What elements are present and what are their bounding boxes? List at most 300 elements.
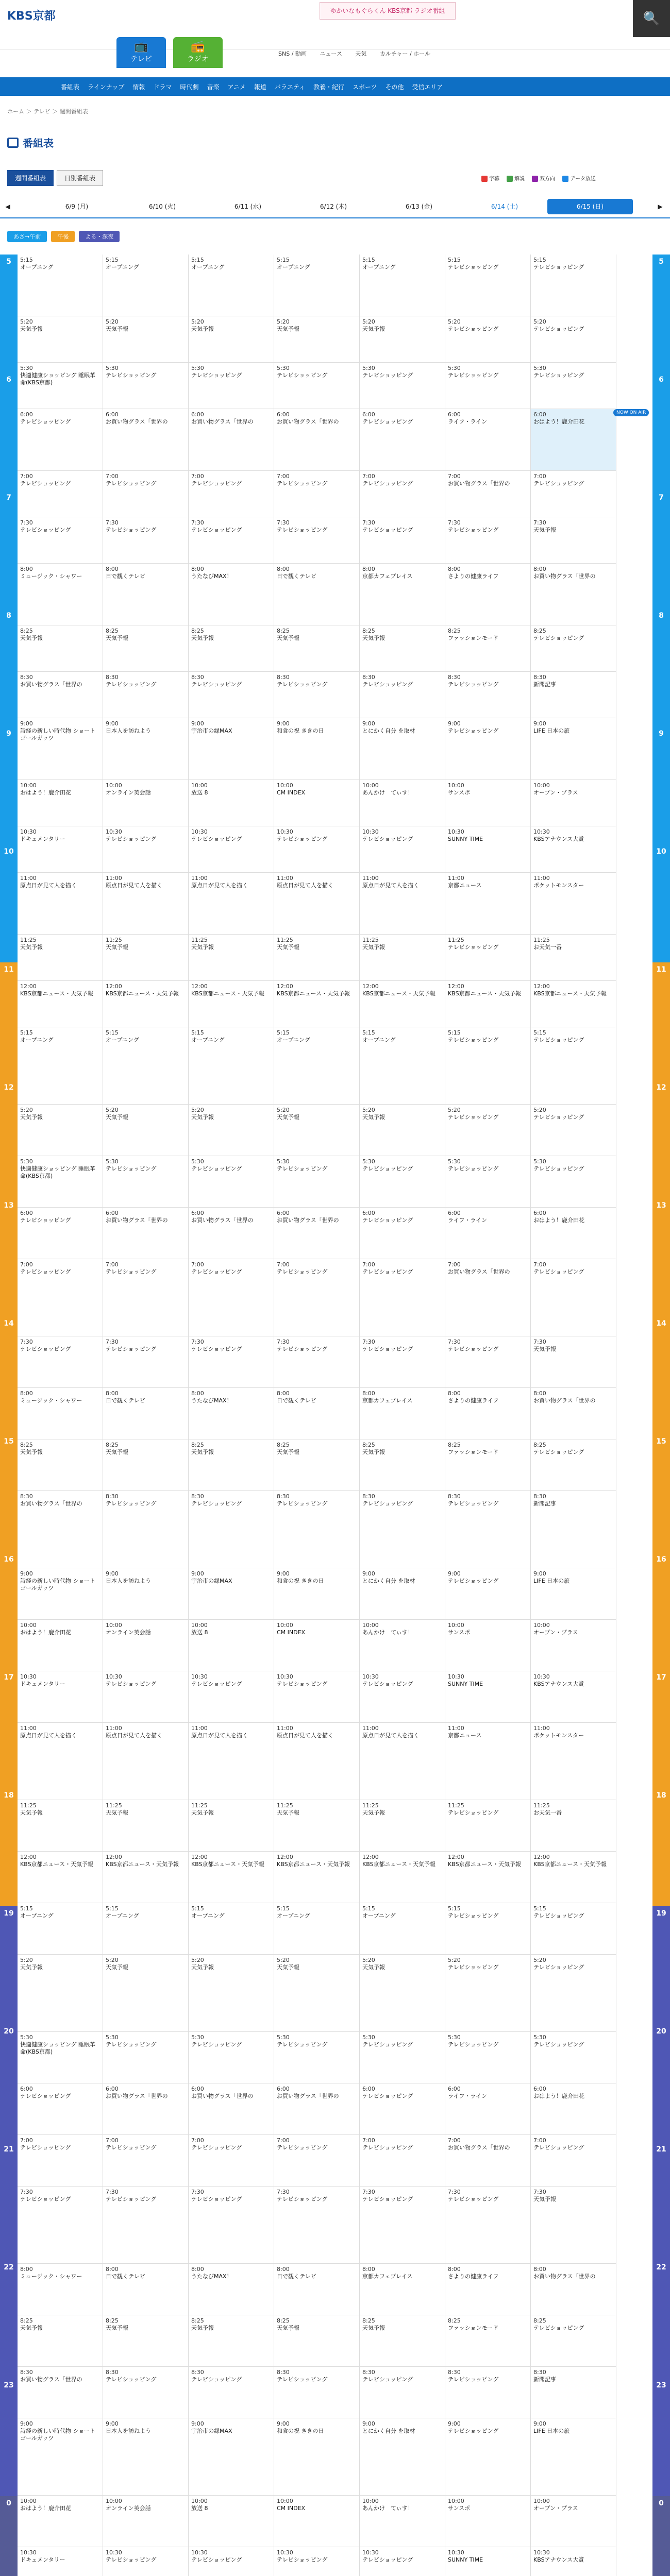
program-cell[interactable] — [445, 1208, 531, 1259]
program-cell[interactable] — [189, 2135, 274, 2187]
program-cell[interactable] — [18, 1723, 103, 1800]
program-cell[interactable] — [531, 1027, 616, 1105]
date-tab-selected[interactable]: 6/15 (日) — [547, 199, 633, 214]
program-cell[interactable] — [360, 1259, 445, 1336]
program-cell[interactable] — [360, 316, 445, 363]
program-cell[interactable] — [531, 1800, 616, 1852]
nav-item[interactable]: その他 — [385, 83, 404, 91]
program-cell[interactable] — [18, 2367, 103, 2418]
program-cell[interactable] — [18, 873, 103, 935]
program-cell[interactable] — [189, 2547, 274, 2576]
program-cell[interactable] — [360, 826, 445, 873]
program-cell[interactable] — [445, 2367, 531, 2418]
program-cell[interactable] — [189, 2315, 274, 2367]
program-cell[interactable] — [103, 2264, 189, 2315]
program-cell[interactable] — [189, 1620, 274, 1671]
program-cell[interactable] — [274, 2367, 360, 2418]
program-cell[interactable] — [103, 625, 189, 672]
program-cell[interactable] — [531, 780, 616, 826]
program-cell[interactable] — [531, 1955, 616, 2032]
program-cell[interactable] — [360, 1903, 445, 1955]
program-cell[interactable] — [531, 2547, 616, 2576]
program-cell[interactable] — [103, 1208, 189, 1259]
program-cell[interactable] — [360, 1156, 445, 1208]
program-cell[interactable] — [18, 363, 103, 409]
program-cell[interactable] — [274, 409, 360, 471]
program-cell[interactable] — [189, 873, 274, 935]
program-cell[interactable] — [189, 672, 274, 718]
link-weather[interactable]: 天気 — [355, 50, 367, 57]
program-cell[interactable] — [189, 1388, 274, 1439]
nav-item[interactable]: 受信エリア — [412, 83, 443, 91]
program-cell[interactable] — [445, 2315, 531, 2367]
program-cell[interactable] — [189, 1105, 274, 1156]
program-cell[interactable] — [360, 1027, 445, 1105]
program-cell[interactable] — [274, 2135, 360, 2187]
program-cell[interactable] — [274, 1671, 360, 1723]
program-cell[interactable] — [103, 2315, 189, 2367]
program-cell[interactable] — [103, 517, 189, 564]
program-cell[interactable] — [18, 409, 103, 471]
program-cell[interactable] — [274, 1723, 360, 1800]
program-cell[interactable] — [360, 2367, 445, 2418]
promo-banner[interactable]: ゆかいなもぐらくん KBS京都 ラジオ番組 — [320, 2, 456, 20]
program-cell[interactable] — [274, 363, 360, 409]
program-cell[interactable] — [531, 935, 616, 981]
program-cell[interactable] — [445, 935, 531, 981]
program-cell[interactable] — [445, 2135, 531, 2187]
program-cell[interactable] — [360, 1439, 445, 1491]
program-cell[interactable] — [274, 625, 360, 672]
tab-radio[interactable]: 📻 ラジオ — [173, 37, 223, 68]
program-cell[interactable] — [360, 873, 445, 935]
program-cell[interactable] — [531, 2367, 616, 2418]
program-cell[interactable] — [531, 564, 616, 625]
tab-weekly[interactable]: 週間番組表 — [7, 170, 54, 186]
program-cell[interactable] — [18, 1336, 103, 1388]
program-cell[interactable] — [360, 409, 445, 471]
program-cell[interactable] — [445, 1671, 531, 1723]
program-cell[interactable] — [18, 471, 103, 517]
link-sns[interactable]: SNS / 動画 — [278, 50, 307, 57]
program-cell[interactable] — [274, 1852, 360, 1903]
program-cell[interactable] — [189, 1491, 274, 1568]
program-cell[interactable] — [189, 1259, 274, 1336]
program-cell[interactable] — [445, 2547, 531, 2576]
date-tab[interactable]: 6/12 (木) — [320, 203, 347, 210]
program-cell[interactable] — [103, 2418, 189, 2496]
program-cell[interactable] — [18, 316, 103, 363]
program-cell[interactable] — [445, 2496, 531, 2547]
prev-week-button[interactable]: ◀ — [5, 203, 10, 210]
program-cell[interactable] — [103, 2083, 189, 2135]
program-cell[interactable] — [360, 1105, 445, 1156]
program-cell[interactable] — [103, 718, 189, 780]
program-cell[interactable] — [189, 1568, 274, 1620]
program-cell[interactable] — [445, 2418, 531, 2496]
program-cell[interactable] — [18, 935, 103, 981]
program-cell[interactable] — [445, 718, 531, 780]
program-cell[interactable] — [103, 1105, 189, 1156]
program-cell[interactable] — [18, 1620, 103, 1671]
program-cell[interactable] — [274, 1620, 360, 1671]
program-cell[interactable] — [189, 935, 274, 981]
program-cell[interactable] — [18, 981, 103, 1027]
program-cell[interactable] — [189, 1156, 274, 1208]
program-cell[interactable] — [18, 517, 103, 564]
program-cell[interactable] — [189, 1903, 274, 1955]
program-cell[interactable] — [445, 1903, 531, 1955]
program-cell[interactable] — [18, 2547, 103, 2576]
program-cell[interactable] — [189, 2083, 274, 2135]
program-cell[interactable] — [360, 2187, 445, 2264]
program-cell[interactable] — [531, 1852, 616, 1903]
program-cell[interactable] — [531, 1491, 616, 1568]
program-cell[interactable] — [18, 780, 103, 826]
program-cell[interactable] — [531, 1568, 616, 1620]
program-cell[interactable] — [445, 1852, 531, 1903]
program-cell[interactable] — [531, 1723, 616, 1800]
program-cell[interactable] — [360, 625, 445, 672]
program-cell[interactable] — [18, 1439, 103, 1491]
program-cell[interactable] — [103, 1156, 189, 1208]
program-cell[interactable] — [103, 2547, 189, 2576]
program-cell[interactable] — [274, 826, 360, 873]
program-cell[interactable] — [360, 2264, 445, 2315]
program-cell[interactable] — [360, 718, 445, 780]
program-cell[interactable] — [360, 1568, 445, 1620]
date-tab[interactable]: 6/13 (金) — [405, 203, 433, 210]
program-cell[interactable] — [18, 2418, 103, 2496]
program-cell[interactable] — [531, 1105, 616, 1156]
program-cell[interactable] — [445, 2083, 531, 2135]
program-cell[interactable] — [274, 1388, 360, 1439]
breadcrumb[interactable]: ホーム ＞ テレビ ＞ 週間番組表 — [7, 108, 88, 115]
search-icon[interactable]: 🔍 — [633, 0, 670, 37]
program-cell[interactable] — [103, 2496, 189, 2547]
program-cell[interactable] — [274, 1955, 360, 2032]
program-cell[interactable] — [445, 409, 531, 471]
program-cell[interactable] — [274, 517, 360, 564]
program-cell[interactable] — [103, 564, 189, 625]
program-cell[interactable] — [189, 255, 274, 316]
program-cell[interactable] — [18, 1105, 103, 1156]
program-cell[interactable] — [445, 1105, 531, 1156]
program-cell[interactable] — [189, 471, 274, 517]
program-cell[interactable] — [360, 471, 445, 517]
program-cell[interactable] — [18, 2187, 103, 2264]
program-cell[interactable] — [18, 1156, 103, 1208]
program-cell[interactable] — [531, 1439, 616, 1491]
program-cell[interactable] — [274, 1439, 360, 1491]
program-cell[interactable] — [531, 826, 616, 873]
program-cell[interactable] — [103, 1955, 189, 2032]
program-cell[interactable] — [189, 2496, 274, 2547]
program-cell[interactable] — [531, 1620, 616, 1671]
program-cell[interactable] — [103, 316, 189, 363]
program-cell[interactable] — [274, 873, 360, 935]
program-cell[interactable] — [445, 672, 531, 718]
program-cell[interactable] — [445, 1156, 531, 1208]
program-cell[interactable] — [531, 255, 616, 316]
program-cell[interactable] — [274, 2496, 360, 2547]
program-cell[interactable] — [18, 1491, 103, 1568]
tab-daily[interactable]: 日別番組表 — [57, 170, 103, 186]
program-cell[interactable] — [531, 2264, 616, 2315]
program-cell[interactable] — [360, 363, 445, 409]
program-cell[interactable] — [103, 1723, 189, 1800]
kbs-logo[interactable]: KBS京都 — [7, 10, 56, 23]
program-cell[interactable] — [445, 2032, 531, 2083]
date-tab[interactable]: 6/11 (水) — [234, 203, 262, 210]
program-cell[interactable] — [189, 316, 274, 363]
program-cell[interactable] — [531, 2135, 616, 2187]
program-cell[interactable] — [445, 1491, 531, 1568]
program-cell[interactable] — [18, 2315, 103, 2367]
program-cell[interactable] — [18, 672, 103, 718]
program-cell[interactable] — [531, 517, 616, 564]
program-cell[interactable] — [103, 1491, 189, 1568]
program-cell[interactable] — [189, 517, 274, 564]
program-cell[interactable] — [274, 1156, 360, 1208]
program-cell[interactable] — [274, 2032, 360, 2083]
program-cell[interactable] — [189, 1800, 274, 1852]
jump-afternoon-button[interactable]: 午後 — [51, 231, 75, 242]
program-cell[interactable] — [360, 2135, 445, 2187]
program-cell[interactable] — [274, 1259, 360, 1336]
nav-item[interactable]: 時代劇 — [180, 83, 199, 91]
program-cell[interactable] — [189, 1723, 274, 1800]
program-cell[interactable] — [531, 1903, 616, 1955]
program-cell[interactable] — [360, 1208, 445, 1259]
nav-item[interactable]: バラエティ — [274, 83, 305, 91]
program-cell[interactable] — [531, 1259, 616, 1336]
program-cell[interactable] — [531, 409, 616, 471]
program-cell[interactable] — [445, 625, 531, 672]
program-cell[interactable] — [445, 1259, 531, 1336]
program-cell[interactable] — [531, 1388, 616, 1439]
program-cell[interactable] — [189, 625, 274, 672]
program-cell[interactable] — [360, 1723, 445, 1800]
program-cell[interactable] — [189, 1336, 274, 1388]
program-cell[interactable] — [531, 625, 616, 672]
program-cell[interactable] — [274, 718, 360, 780]
program-cell[interactable] — [18, 255, 103, 316]
program-cell[interactable] — [445, 780, 531, 826]
program-cell[interactable] — [445, 2264, 531, 2315]
program-cell[interactable] — [360, 1852, 445, 1903]
program-cell[interactable] — [531, 1336, 616, 1388]
link-news[interactable]: ニュース — [320, 50, 342, 57]
program-cell[interactable] — [103, 409, 189, 471]
nav-item[interactable]: 情報 — [132, 83, 145, 91]
program-cell[interactable] — [445, 1800, 531, 1852]
nav-item[interactable]: ドラマ — [153, 83, 172, 91]
program-cell[interactable] — [189, 2032, 274, 2083]
program-cell[interactable] — [18, 1259, 103, 1336]
program-cell[interactable] — [18, 2083, 103, 2135]
program-cell[interactable] — [531, 2418, 616, 2496]
program-cell[interactable] — [360, 1955, 445, 2032]
program-cell[interactable] — [189, 1208, 274, 1259]
program-cell[interactable] — [103, 981, 189, 1027]
program-cell[interactable] — [189, 2187, 274, 2264]
program-cell[interactable] — [531, 2032, 616, 2083]
program-cell[interactable] — [531, 672, 616, 718]
program-cell[interactable] — [103, 826, 189, 873]
program-cell[interactable] — [360, 1491, 445, 1568]
program-cell[interactable] — [189, 1027, 274, 1105]
program-cell[interactable] — [274, 255, 360, 316]
program-cell[interactable] — [360, 935, 445, 981]
program-cell[interactable] — [274, 1105, 360, 1156]
date-tab[interactable]: 6/9 (月) — [65, 203, 89, 210]
program-cell[interactable] — [445, 1439, 531, 1491]
program-cell[interactable] — [18, 826, 103, 873]
program-cell[interactable] — [189, 2418, 274, 2496]
program-cell[interactable] — [18, 1800, 103, 1852]
program-cell[interactable] — [103, 1388, 189, 1439]
program-cell[interactable] — [531, 1671, 616, 1723]
program-cell[interactable] — [18, 718, 103, 780]
date-tab[interactable]: 6/10 (火) — [148, 203, 176, 210]
program-cell[interactable] — [103, 1439, 189, 1491]
program-cell[interactable] — [103, 255, 189, 316]
program-cell[interactable] — [274, 1208, 360, 1259]
program-cell[interactable] — [445, 363, 531, 409]
program-cell[interactable] — [445, 2187, 531, 2264]
program-cell[interactable] — [189, 1671, 274, 1723]
program-cell[interactable] — [189, 409, 274, 471]
program-cell[interactable] — [189, 981, 274, 1027]
program-cell[interactable] — [360, 1336, 445, 1388]
program-cell[interactable] — [189, 564, 274, 625]
program-cell[interactable] — [103, 1852, 189, 1903]
program-cell[interactable] — [18, 1852, 103, 1903]
program-cell[interactable] — [189, 363, 274, 409]
program-cell[interactable] — [360, 1388, 445, 1439]
program-cell[interactable] — [360, 255, 445, 316]
program-cell[interactable] — [445, 471, 531, 517]
program-cell[interactable] — [445, 564, 531, 625]
nav-item[interactable]: 教養・紀行 — [313, 83, 344, 91]
program-cell[interactable] — [103, 2187, 189, 2264]
program-cell[interactable] — [189, 2367, 274, 2418]
program-cell[interactable] — [274, 1903, 360, 1955]
date-tab[interactable]: 6/14 (土) — [491, 203, 518, 210]
program-cell[interactable] — [360, 564, 445, 625]
program-cell[interactable] — [18, 2135, 103, 2187]
program-cell[interactable] — [274, 2264, 360, 2315]
tab-tv[interactable]: 📺 テレビ — [116, 37, 166, 68]
jump-morning-button[interactable]: あさ→午前 — [7, 231, 47, 242]
program-cell[interactable] — [18, 2032, 103, 2083]
program-cell[interactable] — [274, 981, 360, 1027]
program-cell[interactable] — [189, 826, 274, 873]
program-cell[interactable] — [103, 1620, 189, 1671]
program-cell[interactable] — [445, 255, 531, 316]
program-cell[interactable] — [445, 1723, 531, 1800]
program-cell[interactable] — [18, 625, 103, 672]
program-cell[interactable] — [445, 517, 531, 564]
program-cell[interactable] — [18, 1568, 103, 1620]
program-cell[interactable] — [103, 471, 189, 517]
program-cell[interactable] — [103, 1568, 189, 1620]
next-week-button[interactable]: ▶ — [658, 203, 663, 210]
program-cell[interactable] — [189, 2264, 274, 2315]
program-cell[interactable] — [360, 2547, 445, 2576]
program-cell[interactable] — [531, 2083, 616, 2135]
program-cell[interactable] — [18, 1903, 103, 1955]
program-cell[interactable] — [274, 564, 360, 625]
program-cell[interactable] — [531, 981, 616, 1027]
program-cell[interactable] — [274, 1491, 360, 1568]
program-cell[interactable] — [445, 1955, 531, 2032]
program-cell[interactable] — [531, 873, 616, 935]
program-cell[interactable] — [274, 1027, 360, 1105]
program-cell[interactable] — [445, 873, 531, 935]
program-cell[interactable] — [103, 1336, 189, 1388]
program-cell[interactable] — [360, 2032, 445, 2083]
program-cell[interactable] — [360, 2418, 445, 2496]
program-cell[interactable] — [274, 2083, 360, 2135]
program-cell[interactable] — [445, 1388, 531, 1439]
program-cell[interactable] — [18, 564, 103, 625]
program-cell[interactable] — [274, 1336, 360, 1388]
program-cell[interactable] — [18, 2496, 103, 2547]
program-cell[interactable] — [18, 1208, 103, 1259]
program-cell[interactable] — [531, 718, 616, 780]
program-cell[interactable] — [18, 1027, 103, 1105]
program-cell[interactable] — [103, 873, 189, 935]
nav-item[interactable]: 番組表 — [61, 83, 80, 91]
program-cell[interactable] — [360, 1800, 445, 1852]
program-cell[interactable] — [103, 1800, 189, 1852]
program-cell[interactable] — [274, 935, 360, 981]
nav-item[interactable]: スポーツ — [352, 83, 377, 91]
program-cell[interactable] — [103, 2032, 189, 2083]
program-cell[interactable] — [274, 316, 360, 363]
program-cell[interactable] — [103, 672, 189, 718]
program-cell[interactable] — [189, 718, 274, 780]
program-cell[interactable] — [445, 1620, 531, 1671]
program-cell[interactable] — [103, 2135, 189, 2187]
program-cell[interactable] — [531, 2496, 616, 2547]
program-cell[interactable] — [18, 2264, 103, 2315]
nav-item[interactable]: 音楽 — [207, 83, 220, 91]
program-cell[interactable] — [189, 1852, 274, 1903]
program-cell[interactable] — [360, 672, 445, 718]
program-cell[interactable] — [274, 780, 360, 826]
program-cell[interactable] — [360, 1620, 445, 1671]
program-cell[interactable] — [274, 2315, 360, 2367]
nav-item[interactable]: 報道 — [254, 83, 266, 91]
program-cell[interactable] — [103, 1671, 189, 1723]
program-cell[interactable] — [445, 981, 531, 1027]
program-cell[interactable] — [274, 471, 360, 517]
program-cell[interactable] — [360, 1671, 445, 1723]
program-cell[interactable] — [360, 2083, 445, 2135]
program-cell[interactable] — [531, 1156, 616, 1208]
program-cell[interactable] — [103, 363, 189, 409]
program-cell[interactable] — [445, 1568, 531, 1620]
program-cell[interactable] — [189, 780, 274, 826]
program-cell[interactable] — [103, 935, 189, 981]
nav-item[interactable]: ラインナップ — [88, 83, 125, 91]
program-cell[interactable] — [189, 1955, 274, 2032]
program-cell[interactable] — [531, 363, 616, 409]
program-cell[interactable] — [274, 2187, 360, 2264]
